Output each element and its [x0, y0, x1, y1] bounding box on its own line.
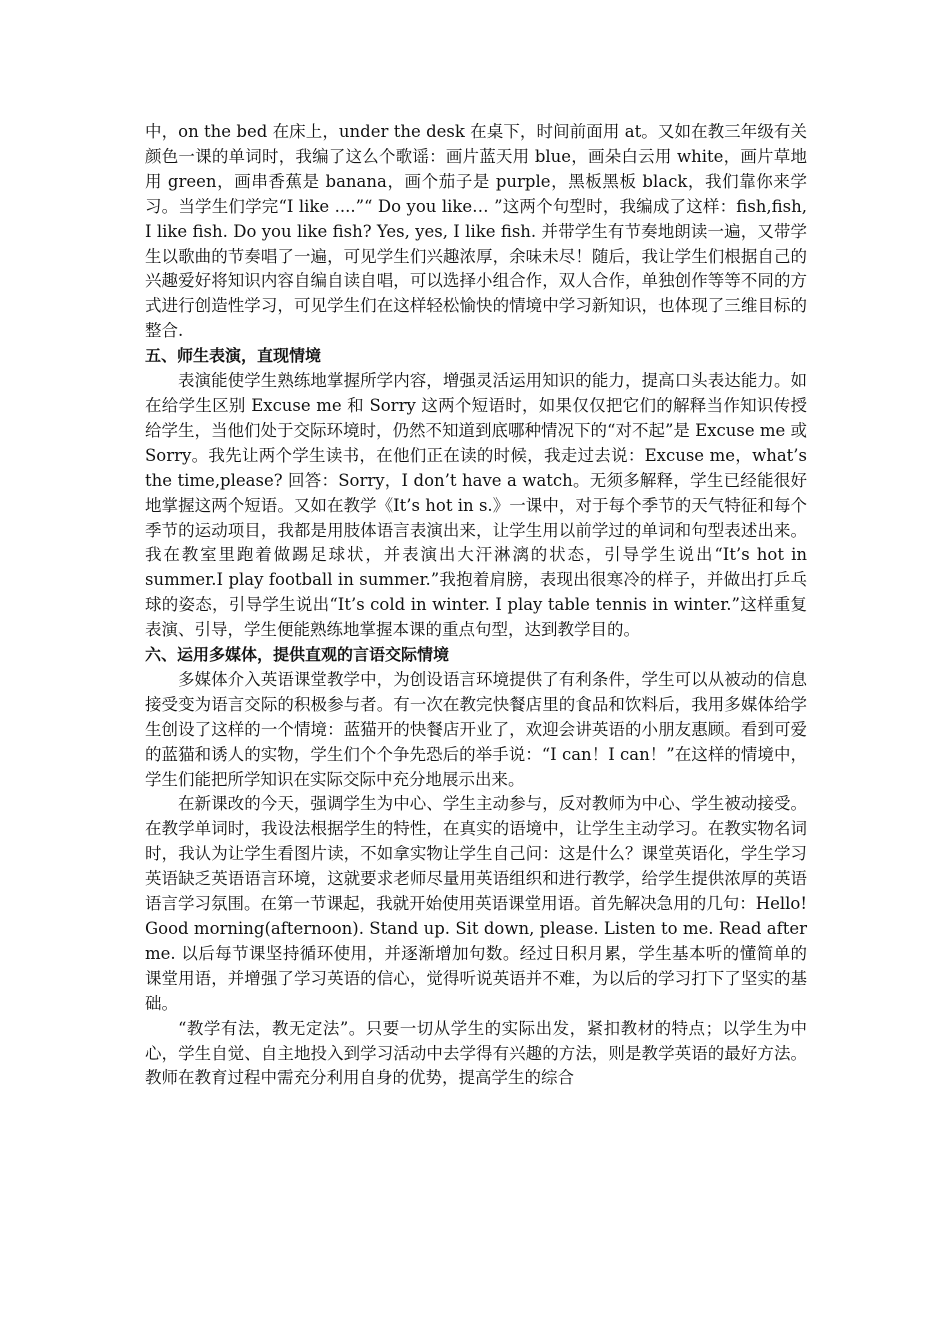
document-page: [145, 120, 807, 1091]
body-paragraph-2: 表演能使学生熟练地掌握所学内容，增强灵活运用知识的能力，提高口头表达能力。如在给学生区别 Excuse me 和 Sorry 这两个短语时，如果仅仅把它们的解释当作知识传授给学生，当他们处于交际环境时，仍然不知道到底哪种情况下的“对不起”是 Excuse me 或 Sorry。我先让两个学生读书，在他们正在读的时候，我走过去说：Excuse me，what’s the time,please? 回答：Sorry，I don’t have a watch。无须多解释，学生已经能很好地掌握这两个短语。又如在教学《It’s hot in s.》一课中，对于每个季节的天气特征和每个季节的运动项目，我都是用肢体语言表演出来，让学生用以前学过的单词和句型表述出来。我在教室里跑着做踢足球状，并表演出大汗淋漓的状态，引导学生说出“It’s hot in summer.I play football in summer.”我抱着肩膀，表现出很寒冷的样子，并做出打乒乓球的姿态，引导学生说出“It’s cold in winter. I play table tennis in winter.”这样重复表演、引导，学生便能熟练地掌握本课的重点句型，达到教学目的。: [145, 371, 807, 640]
body-paragraph-5: “教学有法，教无定法”。只要一切从学生的实际出发，紧扣教材的特点；以学生为中心，学生自觉、自主地投入到学习活动中去学得有兴趣的方法，则是教学英语的最好方法。教师在教育过程中需充分利用自身的优势，提高学生的综合: [145, 1018, 807, 1088]
body-paragraph-3: 多媒体介入英语课堂教学中，为创设语言环境提供了有利条件，学生可以从被动的信息接受变为语言交际的积极参与者。有一次在教完快餐店里的食品和饮料后，我用多媒体给学生创设了这样的一个情境：蓝猫开的快餐店开业了，欢迎会讲英语的小朋友惠顾。看到可爱的蓝猫和诱人的实物，学生们个个争先恐后的举手说：“I can！I can！”在这样的情境中，学生们能把所学知识在实际交际中充分地展示出来。: [145, 669, 807, 789]
section-heading-5: 五、师生表演，直现情境: [145, 346, 322, 366]
section-heading-6: 六、运用多媒体，提供直观的言语交际情境: [145, 645, 450, 665]
body-paragraph-1: 中，on the bed 在床上，under the desk 在桌下，时间前面用 at。又如在教三年级有关颜色一课的单词时，我编了这么个歌谣：画片蓝天用 blue，画朵白云用 white，画片草地用 green，画串香蕉是 banana，画个茄子是 purple，黑板黑板 black，我们靠你来学习。当学生们学完“I like ....”“ Do you like… ”这两个句型时，我编成了这样：fish,fish, I like fish. Do you like fish? Yes, yes, I like fish. 并带学生有节奏地朗读一遍，又带学生以歌曲的节奏唱了一遍，可见学生们兴趣浓厚，余味未尽！随后，我让学生们根据自己的兴趣爱好将知识内容自编自读自唱，可以选择小组合作，双人合作，单独创作等等不同的方式进行创造性学习，可见学生们在这样轻松愉快的情境中学习新知识，也体现了三维目标的整合.: [145, 122, 807, 341]
body-paragraph-4: 在新课改的今天，强调学生为中心、学生主动参与，反对教师为中心、学生被动接受。在教学单词时，我设法根据学生的特性，在真实的语境中，让学生主动学习。在教实物名词时，我认为让学生看图片读，不如拿实物让学生自己问：这是什么？课堂英语化，学生学习英语缺乏英语语言环境，这就要求老师尽量用英语组织和进行教学，给学生提供浓厚的英语语言学习氛围。在第一节课起，我就开始使用英语课堂用语。首先解决急用的几句：Hello! Good morning(afternoon). Stand up. Sit down, please. Listen to me. Read after me. 以后每节课坚持循环使用，并逐渐增加句数。经过日积月累，学生基本听的懂简单的课堂用语，并增强了学习英语的信心，觉得听说英语并不难，为以后的学习打下了坚实的基础。: [145, 794, 807, 1013]
